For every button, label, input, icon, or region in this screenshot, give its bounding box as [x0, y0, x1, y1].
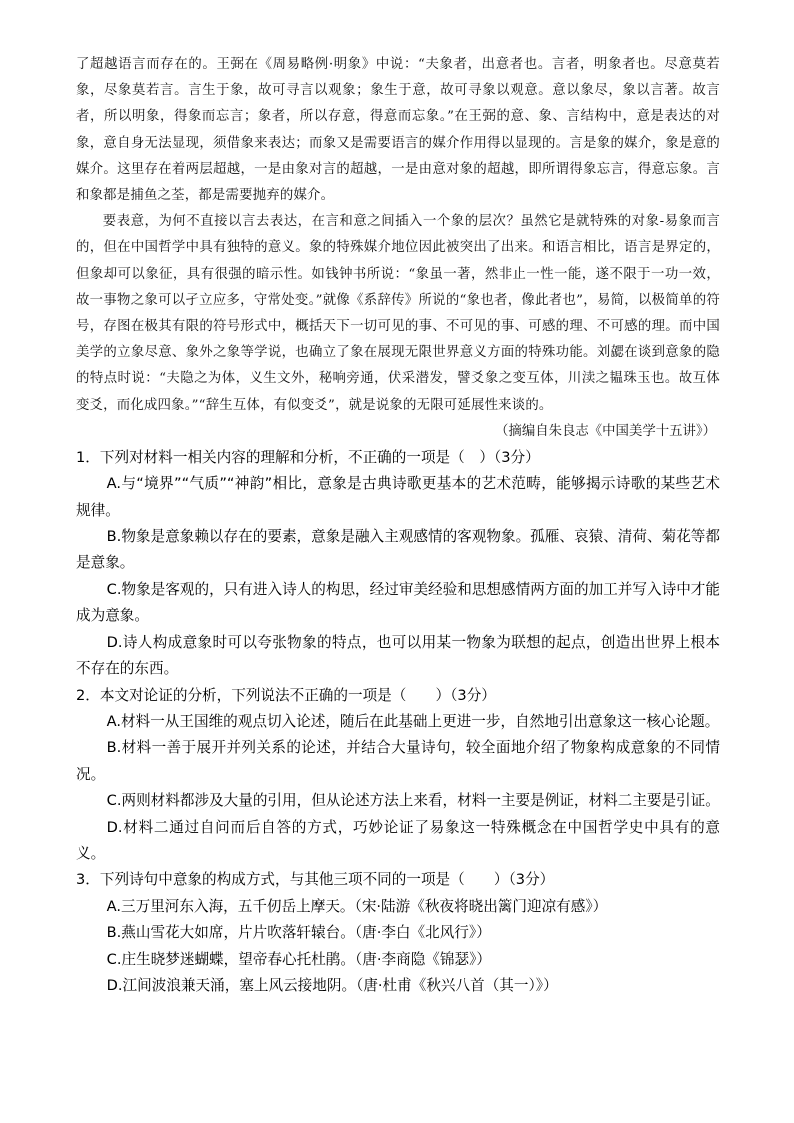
option-d: D.江间波浪兼天涌，塞上风云接地阴。（唐·杜甫《秋兴八首（其一）》）: [106, 976, 558, 994]
question-3: [76, 867, 720, 999]
reading-passage: [76, 52, 720, 419]
question-1: [76, 445, 720, 683]
question-stem: 1．下列对材料一相关内容的理解和分析，不正确的一项是（ ）（3分）: [76, 448, 540, 466]
passage-paragraph: 要表意，为何不直接以言去表达，在言和意之间插入一个象的层次？虽然它是就特殊的对象-易象而言的，但在中国哲学中具有独特的意义。象的特殊媒介地位因此被突出了出来。和语言相比，语言是界定的，但象却可以象征，具有很强的暗示性。如钱钟书所说：“象虽一著，然非止一性一能，遂不限于一功一效，故一事物之象可以孑立应多，守常处变。”就像《系辞传》所说的“象也者，像此者也”，易简，以极简单的符号，存图在极其有限的符号形式中，概括天下一切可见的事、不可见的事、可感的理、不可感的理。而中国美学的立象尽意、象外之象等学说，也确立了象在展现无限世界意义方面的特殊功能。刘勰在谈到意象的隐的特点时说：“夫隐之为体，义生文外，秘响旁通，伏采潜发，譬爻象之变互体，川渎之韫珠玉也。故互体变爻，而化成四象。”“辞生互体，有似变爻”，就是说象的无限可延展性来谈的。: [76, 214, 720, 413]
option-d: D.材料二通过自问而后自答的方式，巧妙论证了易象这一特殊概念在中国哲学史中具有的意义。: [76, 818, 720, 862]
option-b: B.材料一善于展开并列关系的论述，并结合大量诗句，较全面地介绍了物象构成意象的不同情况。: [76, 739, 720, 783]
passage-paragraph: 了超越语言而存在的。王弼在《周易略例·明象》中说：“夫象者，出意者也。言者，明象者也。尽意莫若象，尽象莫若言。言生于象，故可寻言以观象；象生于意，故可寻象以观意。意以象尽，象以言著。故言者，所以明象，得象而忘言；象者，所以存意，得意而忘象。”在王弼的意、象、言结构中，意是表达的对象，意自身无法显现，须借象来表达；而象又是需要语言的媒介作用得以显现的。言是象的媒介，象是意的媒介。这里存在着两层超越，一是由象对言的超越，一是由意对象的超越，即所谓得象忘言，得意忘象。言和象都是捕鱼之荃，都是需要抛弃的媒介。: [76, 57, 720, 204]
option-c: C.物象是客观的，只有进入诗人的构思，经过审美经验和思想感情两方面的加工并写入诗中才能成为意象。: [76, 580, 720, 625]
option-c: C.庄生晓梦迷蝴蝶，望帝春心托杜鹃。（唐·李商隐《锦瑟》）: [106, 950, 491, 968]
option-b: B.物象是意象赖以存在的要素，意象是融入主观感情的客观物象。孤雁、哀猿、清荷、菊花等都是意象。: [76, 528, 720, 572]
question-stem: 3．下列诗句中意象的构成方式，与其他三项不同的一项是（ ）（3分）: [76, 871, 555, 889]
option-a: A.三万里河东入海，五千仞岳上摩天。（宋·陆游《秋夜将晓出篱门迎凉有感》）: [106, 897, 608, 915]
option-a: A.材料一从王国维的观点切入论述，随后在此基础上更进一步，自然地引出意象这一核心论题。: [106, 712, 720, 730]
question-stem: 2．本文对论证的分析，下列说法不正确的一项是（ ）（3分）: [76, 686, 496, 704]
option-d: D.诗人构成意象时可以夸张物象的特点，也可以用某一物象为联想的起点，创造出世界上根本不存在的东西。: [76, 633, 720, 678]
question-2: [76, 683, 720, 868]
passage-source: （摘编自朱良志《中国美学十五讲》）: [495, 423, 716, 439]
option-a: A.与“境界”“气质”“神韵”相比，意象是古典诗歌更基本的艺术范畴，能够揭示诗歌的某些艺术规律。: [76, 475, 720, 519]
option-c: C.两则材料都涉及大量的引用，但从论述方法上来看，材料一主要是例证，材料二主要是引证。: [106, 792, 720, 810]
option-b: B.燕山雪花大如席，片片吹落轩辕台。（唐·李白《北风行》）: [106, 924, 491, 942]
